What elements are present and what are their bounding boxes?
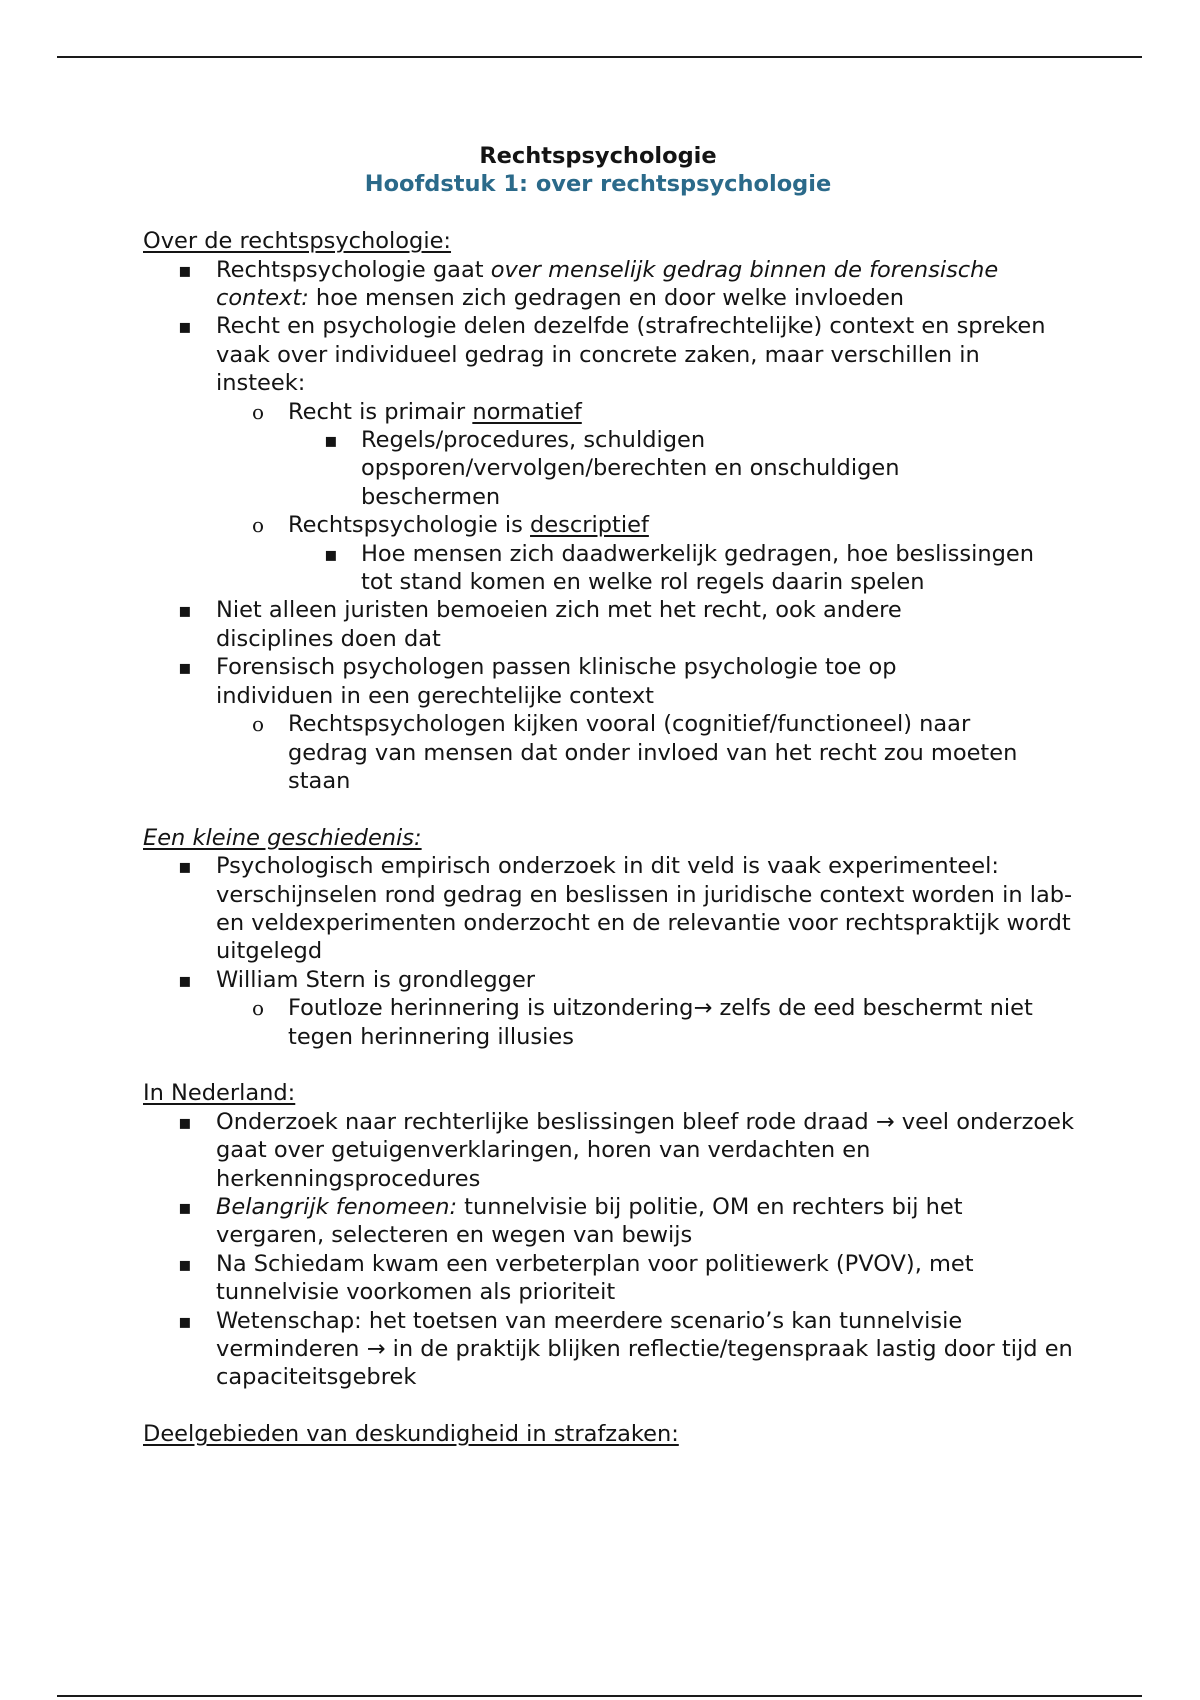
sub-list-item: o Rechtspsychologie is descriptief ▪ Hoe mensen zich daadwerkelijk gedragen, hoe beslissingen tot stand komen en welke rol regels daarin spelen: [288, 511, 1054, 596]
chapter-subtitle: Hoofdstuk 1: over rechtspsychologie: [364, 171, 832, 198]
sub-sub-list-item: ▪ Hoe mensen zich daadwerkelijk gedragen, hoe beslissingen tot stand komen en welke rol regels daarin spelen: [361, 540, 1061, 597]
list-item: ▪ Psychologisch empirisch onderzoek in dit veld is vaak experimenteel: verschijnselen rond gedrag en beslissen in juridische context worden in lab- en veldexperimenten onderzocht en de relevantie voor rechtspraktijk wordt uitgelegd: [216, 852, 1076, 966]
sub-list-item: o Rechtspsychologen kijken vooral (cognitief/functioneel) naar gedrag van mensen dat onder invloed van het recht zou moeten staan: [288, 710, 1028, 795]
list-item: ▪ Onderzoek naar rechterlijke beslissingen bleef rode draad → veel onderzoek gaat over getuigenverklaringen, horen van verdachten en herkenningsprocedures: [216, 1108, 1076, 1193]
sub-list: [216, 710, 1016, 795]
list-item: ▪ Niet alleen juristen bemoeien zich met het recht, ook andere disciplines doen dat: [216, 596, 1016, 653]
sub-list-item: o Foutloze herinnering is uitzondering→ zelfs de eed beschermt niet tegen herinnering illusies: [288, 994, 1058, 1051]
section-heading-over-de-rechtspsychologie: Over de rechtspsychologie:: [143, 228, 452, 255]
sub-sub-list-item: ▪ Regels/procedures, schuldigen opsporen/vervolgen/berechten en onschuldigen beschermen: [361, 426, 961, 511]
footer-rule: [57, 1695, 1142, 1697]
bullet-list: [143, 852, 1143, 1051]
section-heading-in-nederland: In Nederland:: [143, 1080, 296, 1107]
section-heading-deelgebieden: Deelgebieden van deskundigheid in strafzaken:: [143, 1421, 679, 1448]
bullet-list: [143, 1108, 1143, 1392]
list-item: ▪ Belangrijk fenomeen: tunnelvisie bij politie, OM en rechters bij het vergaren, selecteren en wegen van bewijs: [216, 1193, 1064, 1250]
list-item: ▪ Rechtspsychologie gaat over menselijk gedrag binnen de forensische context: hoe mensen zich gedragen en door welke invloeden: [216, 256, 1064, 313]
list-item: ▪ Wetenschap: het toetsen van meerdere scenario’s kan tunnelvisie verminderen → in de praktijk blijken reflectie/tegenspraak lastig door tijd en capaciteitsgebrek: [216, 1307, 1076, 1392]
sub-list-item: o Recht is primair normatief ▪ Regels/procedures, schuldigen opsporen/vervolgen/berechten en onschuldigen beschermen: [288, 398, 1054, 512]
sub-sub-list: [288, 540, 1054, 597]
sub-list: [216, 994, 1143, 1051]
sub-list: [216, 398, 1054, 597]
section-heading-een-kleine-geschiedenis: Een kleine geschiedenis:: [143, 824, 422, 851]
list-item: ▪ Recht en psychologie delen dezelfde (strafrechtelijke) context en spreken vaak over individueel gedrag in concrete zaken, maar verschillen in insteek: o Recht is primair normatief ▪ Regels/procedures, schuldigen opsporen/vervolgen/berechten en onschuldigen beschermen o Rechtspsychologie is descriptief ▪ Hoe mensen zich daadwerkelijk gedragen, hoe beslissingen tot stand komen en welke rol regels daarin spelen: [216, 312, 1054, 596]
document-title: Rechtspsychologie: [479, 143, 717, 169]
bullet-list: [143, 256, 1143, 796]
list-item: ▪ Na Schiedam kwam een verbeterplan voor politiewerk (PVOV), met tunnelvisie voorkomen als prioriteit: [216, 1250, 1036, 1307]
list-item: ▪ William Stern is grondlegger o Foutloze herinnering is uitzondering→ zelfs de eed beschermt niet tegen herinnering illusies: [216, 966, 1143, 1051]
document-body: [143, 142, 1143, 1449]
list-item: ▪ Forensisch psychologen passen klinische psychologie toe op individuen in een gerechtelijke context o Rechtspsychologen kijken vooral (cognitief/functioneel) naar gedrag van mensen dat onder invloed van het recht zou moeten staan: [216, 653, 1016, 795]
header-rule: [57, 56, 1142, 58]
sub-sub-list: [288, 426, 1054, 511]
